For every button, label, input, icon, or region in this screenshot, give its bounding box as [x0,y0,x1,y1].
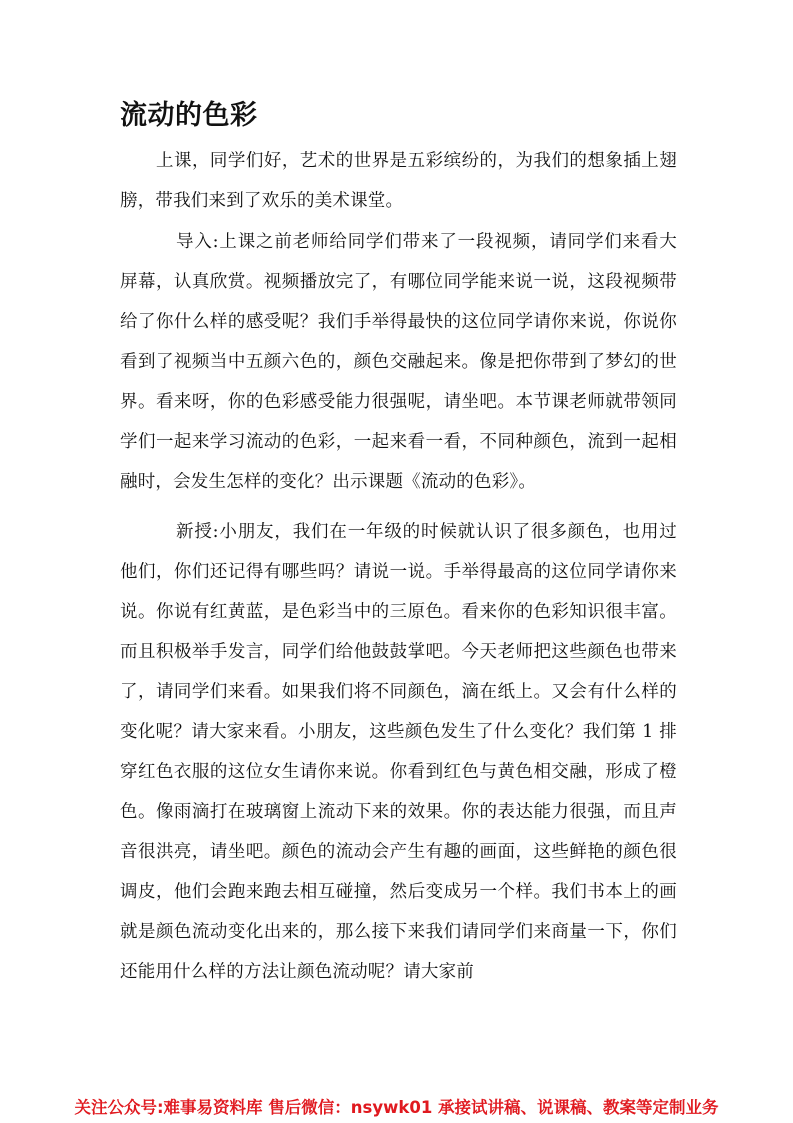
paragraph-new-lesson: 新授:小朋友，我们在一年级的时候就认识了很多颜色，也用过他们，你们还记得有哪些吗？请说一说。手举得最高的这位同学请你来说。你说有红黄蓝，是色彩当中的三原色。看来你的色彩知识很丰富。而且积极举手发言，同学们给他鼓鼓掌吧。今天老师把这些颜色也带来了，请同学们来看。如果我们将不同颜色，滴在纸上。又会有什么样的变化呢？请大家来看。小朋友，这些颜色发生了什么变化？我们第 1 排穿红色衣服的这位女生请你来说。你看到红色与黄色相交融，形成了橙色。像雨滴打在玻璃窗上流动下来的效果。你的表达能力很强，而且声音很洪亮，请坐吧。颜色的流动会产生有趣的画面，这些鲜艳的颜色很调皮，他们会跑来跑去相互碰撞，然后变成另一个样。我们书本上的画就是颜色流动变化出来的，那么接下来我们请同学们来商量一下，你们还能用什么样的方法让颜色流动呢？请大家前 [120,522,677,982]
paragraph-greeting: 上课，同学们好，艺术的世界是五彩缤纷的，为我们的想象插上翅膀，带我们来到了欢乐的美术课堂。 [120,151,677,211]
document-title: 流动的色彩 [120,100,258,131]
paragraph-introduction: 导入:上课之前老师给同学们带来了一段视频，请同学们来看大屏幕，认真欣赏。视频播放完了，有哪位同学能来说一说，这段视频带给了你什么样的感受呢？我们手举得最快的这位同学请你来说，你说你看到了视频当中五颜六色的，颜色交融起来。像是把你带到了梦幻的世界。看来呀，你的色彩感受能力很强呢，请坐吧。本节课老师就带领同学们一起来学习流动的色彩，一起来看一看，不同种颜色，流到一起相融时，会发生怎样的变化？出示课题《流动的色彩》。 [120,232,677,492]
footer-watermark-text: 关注公众号:难事易资料库 售后微信：nsywk01 承接试讲稿、说课稿、教案等定制业务 [74,1098,719,1117]
